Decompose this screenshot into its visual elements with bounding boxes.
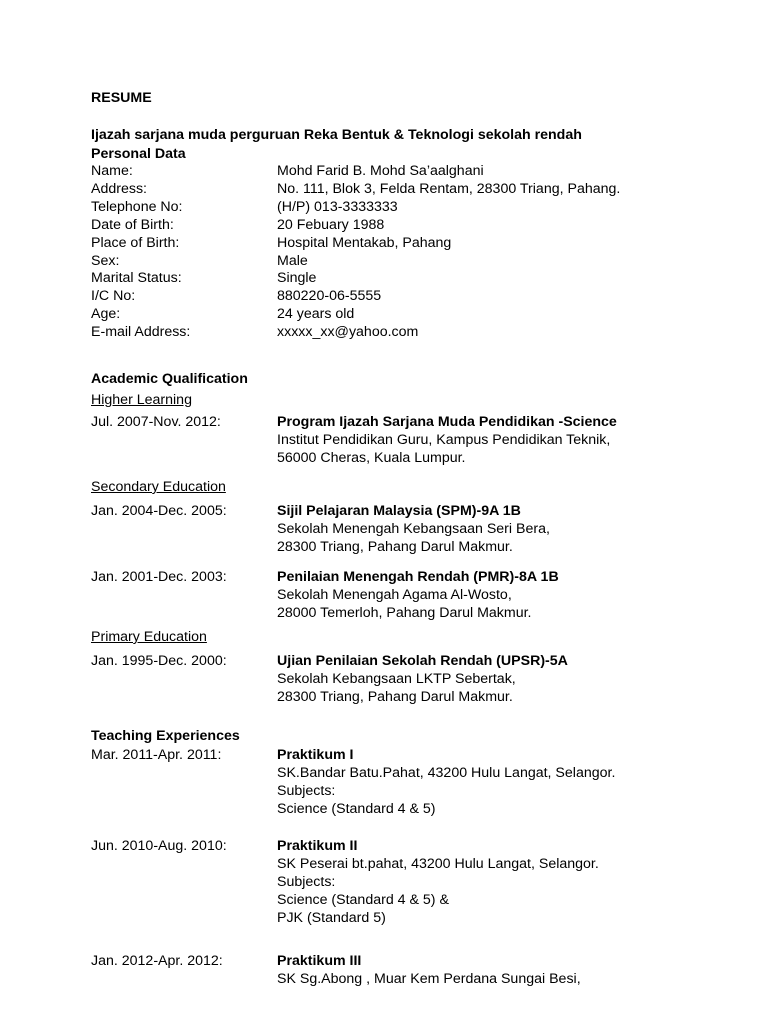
education-entry [91,503,550,557]
entry-line: 28000 Temerloh, Pahang Darul Makmur. [277,604,532,621]
personal-row [91,306,751,324]
personal-row [91,253,751,271]
entry-date: Jan. 2004-Dec. 2005: [91,503,227,519]
teaching-entry [91,953,581,989]
personal-row [91,181,751,199]
entry-date: Jan. 1995-Dec. 2000: [91,653,227,669]
field-label: Name: [91,163,133,179]
entry-line: Subjects: [277,873,336,890]
education-entry [91,414,617,468]
entry-title: Sijil Pelajaran Malaysia (SPM)-9A 1B [277,503,521,519]
entry-line: Institut Pendidikan Guru, Kampus Pendidikan Teknik, [277,431,611,448]
entry-line: Sekolah Kebangsaan LKTP Sebertak, [277,670,516,687]
entry-date: Jul. 2007-Nov. 2012: [91,414,221,430]
field-value: 24 years old [277,306,355,323]
field-label: E-mail Address: [91,324,191,341]
personal-row [91,288,751,306]
personal-row [91,235,751,253]
entry-line: SK Sg.Abong , Muar Kem Perdana Sungai Besi, [277,970,581,987]
entry-line: 56000 Cheras, Kuala Lumpur. [277,449,466,466]
entry-line: PJK (Standard 5) [277,909,386,926]
entry-date: Jun. 2010-Aug. 2010: [91,838,227,854]
personal-row [91,199,751,217]
resume-title: RESUME [91,90,152,106]
entry-line: Science (Standard 4 & 5) [277,800,436,817]
resume-subtitle: Ijazah sarjana muda perguruan Reka Bentuk & Teknologi sekolah rendah [91,127,582,143]
teaching-heading: Teaching Experiences [91,728,240,744]
entry-date: Jan. 2012-Apr. 2012: [91,953,223,969]
primary-education-heading: Primary Education [91,629,207,645]
field-value: No. 111, Blok 3, Felda Rentam, 28300 Triang, Pahang. [277,180,621,197]
field-label: Telephone No: [91,198,183,215]
academic-heading: Academic Qualification [91,371,248,387]
entry-title: Praktikum III [277,953,362,969]
entry-line: 28300 Triang, Pahang Darul Makmur. [277,538,513,555]
personal-data-table [91,163,751,342]
entry-line: Sekolah Menengah Kebangsaan Seri Bera, [277,520,550,537]
teaching-entry [91,838,599,928]
entry-date: Mar. 2011-Apr. 2011: [91,747,222,763]
education-entry [91,653,568,707]
field-value: 20 Febuary 1988 [277,216,385,233]
secondary-education-heading: Secondary Education [91,479,226,495]
field-value: Hospital Mentakab, Pahang [277,234,452,251]
entry-title: Ujian Penilaian Sekolah Rendah (UPSR)-5A [277,653,568,669]
field-label: Marital Status: [91,270,182,287]
field-label: Place of Birth: [91,234,180,251]
personal-row [91,270,751,288]
field-value: xxxxx_xx@yahoo.com [277,324,419,341]
field-value: 880220-06-5555 [277,288,382,305]
field-label: Address: [91,180,147,197]
entry-title: Program Ijazah Sarjana Muda Pendidikan -Science [277,414,617,430]
personal-row [91,163,751,181]
field-label: Age: [91,306,121,323]
entry-line: Subjects: [277,782,336,799]
personal-row [91,324,751,342]
entry-line: Sekolah Menengah Agama Al-Wosto, [277,586,512,603]
entry-title: Penilaian Menengah Rendah (PMR)-8A 1B [277,569,559,585]
entry-line: 28300 Triang, Pahang Darul Makmur. [277,688,513,705]
field-label: Date of Birth: [91,216,174,233]
entry-date: Jan. 2001-Dec. 2003: [91,569,227,585]
personal-data-heading: Personal Data [91,146,186,162]
entry-line: SK.Bandar Batu.Pahat, 43200 Hulu Langat, Selangor. [277,764,616,781]
field-label: I/C No: [91,288,136,305]
field-value: (H/P) 013-3333333 [277,198,398,215]
personal-row [91,217,751,235]
teaching-entry [91,747,615,819]
entry-line: SK Peserai bt.pahat, 43200 Hulu Langat, Selangor. [277,855,599,872]
entry-title: Praktikum II [277,838,358,854]
field-label: Sex: [91,252,120,269]
field-value: Mohd Farid B. Mohd Sa’aalghani [277,163,484,179]
field-value: Single [277,270,317,287]
entry-title: Praktikum I [277,747,354,763]
education-entry [91,569,559,623]
higher-learning-heading: Higher Learning [91,392,192,408]
field-value: Male [277,252,308,269]
entry-line: Science (Standard 4 & 5) & [277,891,449,908]
